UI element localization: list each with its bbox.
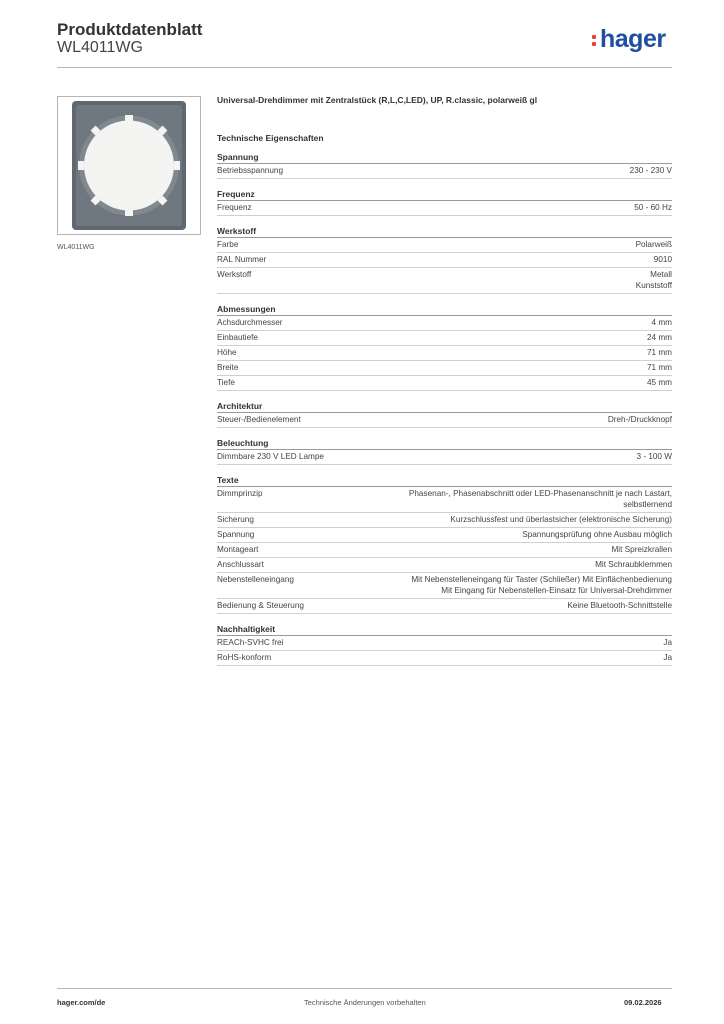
spec-row: [217, 331, 672, 346]
spec-group: [217, 152, 672, 179]
spec-groups: [217, 152, 672, 666]
spec-value: [626, 239, 672, 250]
spec-value: [637, 332, 672, 343]
spec-value-line: Mit Eingang für Nebenstellen-Einsatz für Universal-Drehdimmer: [441, 586, 672, 595]
spec-content: [217, 95, 672, 676]
spec-group: [217, 189, 672, 216]
spec-value-line: 24 mm: [646, 333, 672, 342]
spec-value-line: Metall: [650, 270, 672, 279]
spec-value-line: Spannungsprüfung ohne Ausbau möglich: [522, 530, 672, 539]
spec-value: [637, 362, 672, 373]
spec-row: [217, 543, 672, 558]
spec-value: [624, 202, 672, 213]
footer-website: hager.com/de: [57, 998, 106, 1007]
product-image: [58, 97, 200, 234]
spec-group: [217, 624, 672, 666]
spec-label: Höhe: [217, 348, 237, 357]
spec-value: [401, 574, 672, 596]
spec-value: [637, 347, 672, 358]
spec-label: Farbe: [217, 240, 239, 249]
spec-value-line: Keine Bluetooth-Schnittstelle: [567, 601, 672, 610]
spec-value: [620, 165, 672, 176]
product-image-caption: WL4011WG: [57, 244, 95, 251]
spec-label: Spannung: [217, 530, 255, 539]
footer-date: 09.02.2026: [624, 998, 662, 1007]
spec-label: Nebenstelleneingang: [217, 575, 294, 584]
footer-note: Technische Änderungen vorbehalten: [304, 998, 426, 1007]
spec-value-line: Kurzschlussfest und überlastsicher (elektronische Sicherung): [450, 515, 672, 524]
spec-value-line: Mit Nebenstelleneingang für Taster (Schließer) Mit Einflächenbedienung: [411, 575, 672, 584]
spec-label: RAL Nummer: [217, 255, 267, 264]
spec-value-line: Mit Spreizkrallen: [611, 545, 672, 554]
spec-group-title: Frequenz: [217, 189, 672, 201]
spec-value: [601, 544, 672, 555]
spec-value: [637, 377, 672, 388]
spec-value-line: Dreh-/Druckknopf: [607, 415, 672, 424]
spec-label: Frequenz: [217, 203, 252, 212]
spec-group-title: Nachhaltigkeit: [217, 624, 672, 636]
spec-value-line: Mit Schraubklemmen: [595, 560, 672, 569]
spec-value: [557, 600, 672, 611]
product-image-frame: [57, 96, 201, 235]
spec-value: [585, 559, 672, 570]
spec-row: [217, 558, 672, 573]
spec-value: [644, 254, 672, 265]
spec-row: [217, 376, 672, 391]
logo-dots-icon: [592, 27, 597, 49]
spec-value-line: Ja: [663, 638, 672, 647]
spec-row: [217, 413, 672, 428]
spec-row: [217, 268, 672, 294]
spec-value-line: 9010: [653, 255, 672, 264]
hager-logo: [592, 27, 666, 52]
spec-value-line: 71 mm: [646, 348, 672, 357]
spec-group-title: Beleuchtung: [217, 438, 672, 450]
spec-row: [217, 164, 672, 179]
logo-text: hager: [600, 25, 666, 53]
spec-value: [653, 637, 672, 648]
spec-row: [217, 201, 672, 216]
spec-group-title: Spannung: [217, 152, 672, 164]
spec-value-line: selbstlernend: [623, 500, 672, 509]
product-title: Universal-Drehdimmer mit Zentralstück (R,L,C,LED), UP, R.classic, polarweiß gl: [217, 95, 538, 105]
spec-row: [217, 361, 672, 376]
article-number: WL4011WG: [57, 39, 143, 56]
spec-value-line: 45 mm: [646, 378, 672, 387]
spec-group-title: Texte: [217, 475, 672, 487]
spec-row: [217, 346, 672, 361]
spec-label: Werkstoff: [217, 270, 252, 279]
spec-row: [217, 450, 672, 465]
spec-label: Sicherung: [217, 515, 254, 524]
spec-group-title: Werkstoff: [217, 226, 672, 238]
spec-group: [217, 438, 672, 465]
spec-label: Dimmbare 230 V LED Lampe: [217, 452, 324, 461]
section-heading: Technische Eigenschaften: [217, 133, 324, 143]
spec-group-title: Abmessungen: [217, 304, 672, 316]
spec-row: [217, 528, 672, 543]
spec-value: [440, 514, 672, 525]
spec-label: Einbautiefe: [217, 333, 258, 342]
spec-value-line: Phasenan-, Phasenabschnitt oder LED-Phasenanschnitt je nach Lastart,: [408, 489, 672, 498]
spec-row: [217, 651, 672, 666]
spec-group: [217, 304, 672, 391]
spec-value-line: 4 mm: [651, 318, 672, 327]
spec-group-title: Architektur: [217, 401, 672, 413]
spec-row: [217, 636, 672, 651]
spec-value-line: 71 mm: [646, 363, 672, 372]
spec-value-line: Polarweiß: [635, 240, 672, 249]
spec-row: [217, 487, 672, 513]
spec-value: [399, 488, 672, 510]
spec-value: [627, 451, 673, 462]
spec-value-line: Ja: [663, 653, 672, 662]
spec-row: [217, 513, 672, 528]
spec-value-line: Kunststoff: [635, 281, 672, 290]
spec-value: [642, 317, 672, 328]
spec-group: [217, 475, 672, 614]
spec-label: Montageart: [217, 545, 259, 554]
spec-row: [217, 599, 672, 614]
spec-row: [217, 573, 672, 599]
spec-label: Dimmprinzip: [217, 489, 263, 498]
header-divider: [57, 67, 672, 68]
spec-label: Bedienung & Steuerung: [217, 601, 304, 610]
spec-value-line: 3 - 100 W: [636, 452, 672, 461]
spec-value-line: 50 - 60 Hz: [634, 203, 672, 212]
spec-value: [653, 652, 672, 663]
spec-row: [217, 316, 672, 331]
spec-label: Breite: [217, 363, 239, 372]
spec-row: [217, 253, 672, 268]
spec-label: REACh-SVHC frei: [217, 638, 284, 647]
spec-value: [598, 414, 672, 425]
spec-row: [217, 238, 672, 253]
spec-label: Anschlussart: [217, 560, 264, 569]
spec-value: [626, 269, 672, 291]
spec-label: Tiefe: [217, 378, 235, 387]
spec-group: [217, 226, 672, 294]
spec-label: Achsdurchmesser: [217, 318, 283, 327]
spec-value: [512, 529, 672, 540]
spec-value-line: 230 - 230 V: [629, 166, 672, 175]
spec-label: Betriebsspannung: [217, 166, 284, 175]
footer-divider: [57, 988, 672, 989]
spec-group: [217, 401, 672, 428]
spec-label: RoHS-konform: [217, 653, 272, 662]
spec-label: Steuer-/Bedienelement: [217, 415, 301, 424]
page-title: Produktdatenblatt: [57, 20, 203, 39]
